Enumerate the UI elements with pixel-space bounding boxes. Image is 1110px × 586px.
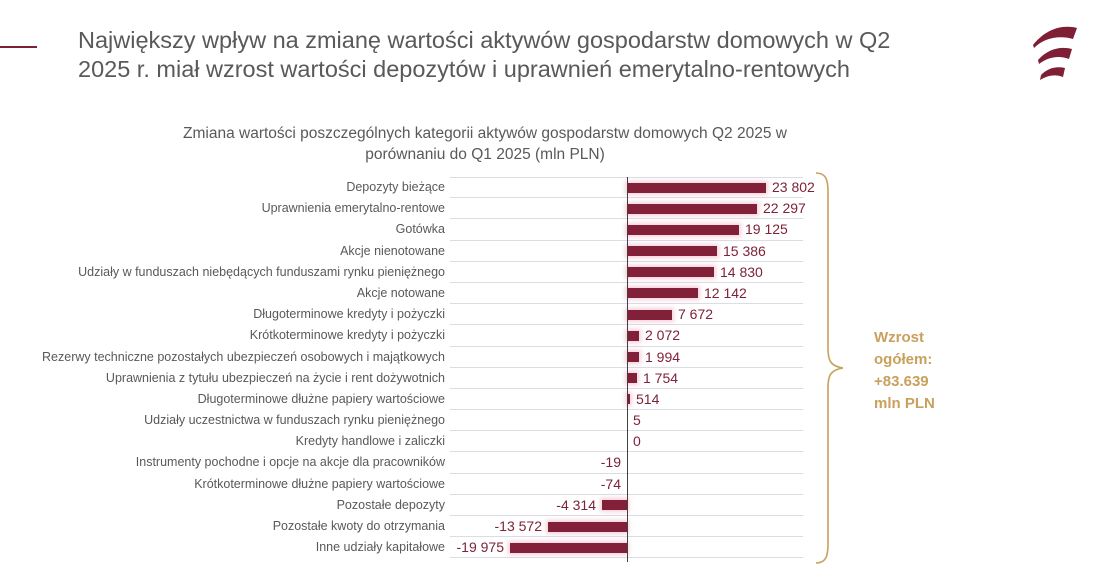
page-title-line-1: Największy wpływ na zmianę wartości aktywów gospodarstw domowych w Q2 (78, 27, 891, 53)
bar (627, 310, 672, 320)
chart-row (0, 495, 1110, 516)
chart-row (0, 516, 1110, 537)
category-label: Długoterminowe dłużne papiery wartościowe (197, 391, 445, 406)
value-label: 1 994 (645, 348, 681, 365)
chart-row (0, 177, 1110, 198)
category-label: Udziały w funduszach niebędących funduszami rynku pieniężnego (78, 264, 445, 279)
value-label: 514 (636, 390, 660, 407)
category-label: Instrumenty pochodne i opcje na akcje dla pracowników (135, 455, 445, 470)
value-label: -74 (600, 475, 621, 492)
chart-title-line-1: Zmiana wartości poszczególnych kategorii aktywów gospodarstw domowych Q2 2025 w (183, 125, 787, 142)
category-label: Kredyty handlowe i zaliczki (295, 434, 445, 449)
value-label: 23 802 (772, 179, 815, 195)
bar (627, 267, 714, 277)
total-bracket (812, 172, 848, 564)
value-label: 0 (633, 433, 641, 450)
chart-title (120, 123, 850, 165)
chart-title-line-2: porównaniu do Q1 2025 (mln PLN) (365, 146, 605, 163)
category-label: Rezerwy techniczne pozostałych ubezpieczeń osobowych i majątkowych (42, 349, 445, 364)
bar (627, 204, 757, 214)
bar (627, 225, 739, 235)
value-label: 14 830 (720, 263, 763, 280)
bar (627, 373, 637, 383)
bar (602, 500, 627, 510)
brand-logo-icon (1030, 22, 1080, 80)
value-label: 5 (633, 412, 641, 429)
category-label: Depozyty bieżące (346, 180, 445, 194)
page-title (78, 26, 1038, 84)
chart-row (0, 262, 1110, 283)
category-label: Krótkoterminowe kredyty i pożyczki (249, 328, 445, 343)
annotation-line: Wzrost (874, 329, 924, 346)
bar (627, 331, 639, 341)
category-label: Długoterminowe kredyty i pożyczki (253, 307, 445, 322)
value-label: 12 142 (704, 284, 747, 301)
category-label: Gotówka (395, 222, 445, 237)
value-label: 19 125 (745, 221, 788, 238)
zero-axis-line (627, 177, 628, 562)
chart-row (0, 304, 1110, 325)
chart-row (0, 452, 1110, 473)
value-label: -4 314 (556, 496, 596, 513)
value-label: 2 072 (645, 327, 681, 344)
bar (627, 246, 717, 256)
total-growth-annotation (874, 327, 954, 415)
category-label: Akcje nienotowane (340, 243, 445, 258)
value-label: -19 975 (456, 539, 504, 556)
category-label: Udziały uczestnictwa w funduszach rynku pieniężnego (144, 413, 445, 428)
category-label: Inne udziały kapitałowe (315, 540, 445, 555)
chart-row (0, 537, 1110, 558)
page-title-line-2: 2025 r. miał wzrost wartości depozytów i uprawnień emerytalno-rentowych (78, 56, 850, 82)
value-label: 22 297 (763, 200, 806, 217)
bar (548, 522, 627, 532)
chart-row (0, 219, 1110, 240)
bar (627, 288, 698, 298)
chart-row (0, 431, 1110, 452)
bar (627, 183, 766, 193)
category-label: Uprawnienia z tytułu ubezpieczeń na życie i rent dożywotnich (105, 370, 445, 385)
annotation-line: ogółem: (874, 351, 933, 368)
annotation-line: +83.639 (874, 373, 929, 390)
chart-row (0, 474, 1110, 495)
bar (510, 543, 627, 553)
value-label: 1 754 (643, 369, 679, 386)
chart-row (0, 241, 1110, 262)
bar (627, 352, 639, 362)
value-label: -13 572 (494, 518, 542, 534)
category-label: Akcje notowane (356, 285, 445, 300)
value-label: -19 (600, 454, 621, 471)
category-label: Krótkoterminowe dłużne papiery wartościowe (194, 476, 445, 491)
value-label: 7 672 (678, 306, 714, 323)
chart-row (0, 198, 1110, 219)
decorative-dash (0, 46, 37, 48)
category-label: Uprawnienia emerytalno-rentowe (261, 201, 445, 216)
annotation-line: mln PLN (874, 395, 935, 412)
value-label: 15 386 (723, 242, 766, 259)
chart-row (0, 283, 1110, 304)
category-label: Pozostałe depozyty (336, 497, 445, 512)
category-label: Pozostałe kwoty do otrzymania (272, 519, 445, 533)
